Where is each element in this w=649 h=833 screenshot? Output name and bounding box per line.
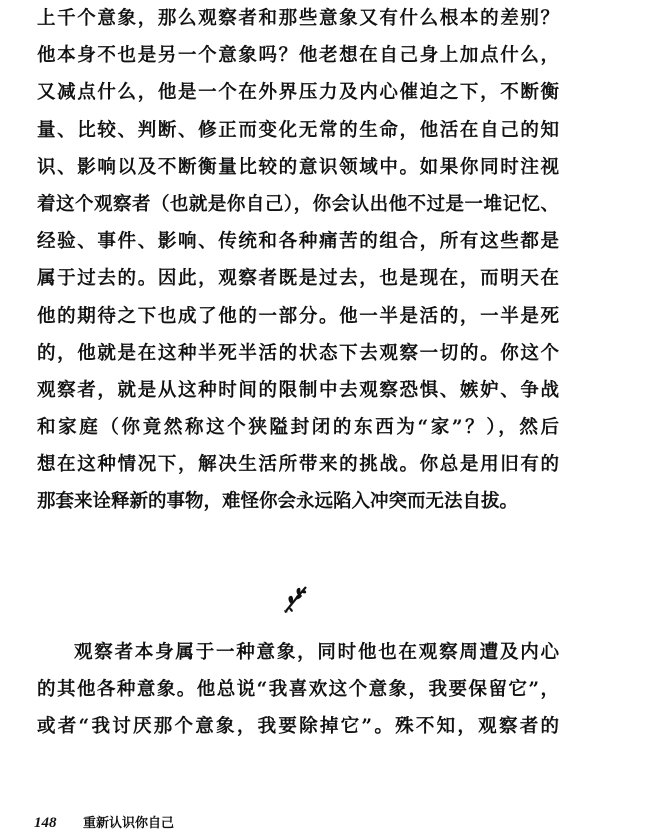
text-line: 他本身不也是另一个意象吗？他老想在自己身上加点什么，: [37, 45, 559, 67]
text-line: 的，他就是在这种半死半活的状态下去观察一切的。你这个: [37, 342, 559, 364]
text-line: 又减点什么，他是一个在外界压力及内心催迫之下，不断衡: [37, 82, 559, 104]
text-line: 经验、事件、影响、传统和各种痛苦的组合，所有这些都是: [37, 231, 559, 253]
text-line: 观察者本身属于一种意象，同时他也在观察周遭及内心: [74, 642, 559, 663]
paragraph-1: [37, 0, 559, 521]
text-line: 的其他各种意象。他总说“我喜欢这个意象，我要保留它”，: [37, 679, 559, 701]
text-line: 属于过去的。因此，观察者既是过去，也是现在，而明天在: [37, 268, 559, 290]
text-line: 上千个意象，那么观察者和那些意象又有什么根本的差别？: [37, 8, 559, 29]
book-title: 重新认识你自己: [83, 816, 175, 831]
page-number: 148: [34, 815, 57, 831]
page-footer: [34, 812, 174, 832]
text-line: 那套来诠释新的事物，难怪你会永远陷入冲突而无法自拔。: [37, 491, 519, 513]
text-line: 和家庭（你竟然称这个狭隘封闭的东西为“家”？），然后: [37, 417, 559, 439]
leaf-sprig-ornament-icon: [282, 584, 310, 614]
text-line: 识、影响以及不断衡量比较的意识领域中。如果你同时注视: [37, 156, 559, 178]
text-line: 或者“我讨厌那个意象，我要除掉它”。殊不知，观察者的: [37, 716, 559, 738]
text-line: 量、比较、判断、修正而变化无常的生命，他活在自己的知: [37, 119, 559, 141]
text-line: 他的期待之下也成了他的一部分。他一半是活的，一半是死: [37, 305, 559, 327]
text-line: 观察者，就是从这种时间的限制中去观察恐惧、嫉妒、争战: [37, 379, 559, 401]
paragraph-2: [37, 634, 559, 746]
text-line: 着这个观察者（也就是你自己），你会认出他不过是一堆记忆、: [37, 193, 559, 215]
text-line: 想在这种情况下，解决生活所带来的挑战。你总是用旧有的: [37, 454, 559, 476]
